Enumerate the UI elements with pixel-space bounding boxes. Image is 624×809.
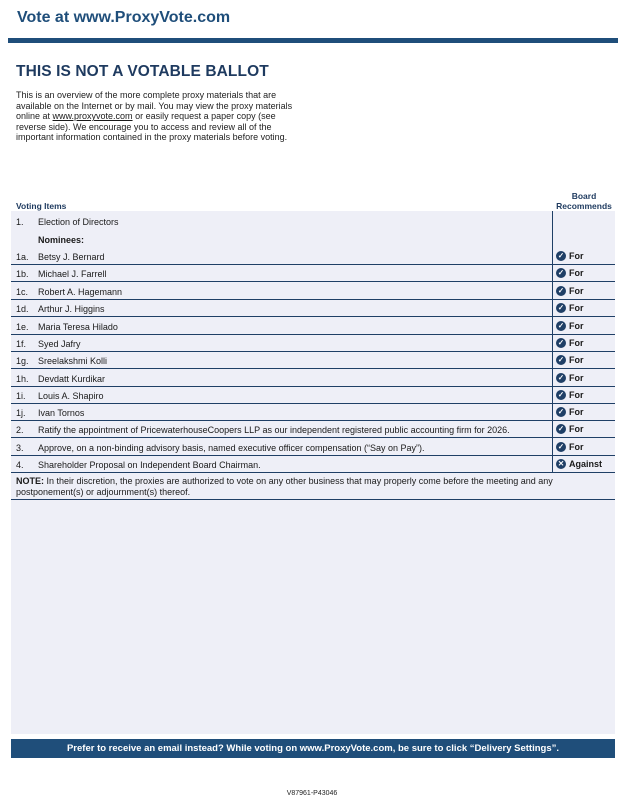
item-number: 1a. [16,252,29,262]
voting-item-row [11,404,615,421]
recommendation-label: For [569,390,584,400]
note-text: In their discretion, the proxies are authorized to vote on any other business that may properly come before the meeting and any postponement(s) or adjournment(s) thereof. [16,476,553,497]
notice-title: THIS IS NOT A VOTABLE BALLOT [16,63,269,80]
item-number: 1. [16,217,24,227]
item-text: Arthur J. Higgins [38,304,105,314]
board-recommendation [556,424,584,434]
item-text: Syed Jafry [38,339,81,349]
voting-item-row [11,439,615,456]
board-recommendation [556,338,584,348]
header-title: Vote at www.ProxyVote.com [17,9,231,26]
board-recommendation [556,303,584,313]
board-header-line2: Recommends [556,200,612,211]
item-text: Robert A. Hagemann [38,287,123,297]
recommendation-label: For [569,251,584,261]
voting-item-row [11,300,615,317]
item-text: Shareholder Proposal on Independent Board Chairman. [38,460,261,470]
item-text: Michael J. Farrell [38,269,107,279]
item-text: Nominees: [38,235,85,245]
check-circle-icon: ✓ [557,390,565,399]
board-header-line1: Board [571,191,597,201]
note-divider [11,499,615,500]
item-number: 1i. [16,391,26,401]
check-circle-icon: ✓ [557,321,565,330]
board-recommendation [556,442,584,452]
item-text: Ivan Tornos [38,408,85,418]
item-text: Betsy J. Bernard [38,252,105,262]
board-recommendation [556,251,584,261]
check-circle-icon: ✓ [557,303,565,312]
item-number: 2. [16,425,24,435]
item-text: Louis A. Shapiro [38,391,104,401]
check-circle-icon: ✓ [557,355,565,364]
intro-paragraph [16,90,306,143]
board-recommendation [556,407,584,417]
recommendation-label: Against [569,459,603,469]
check-circle-icon: ✓ [557,338,565,347]
voting-item-row [11,248,615,265]
item-number: 1h. [16,374,29,384]
check-circle-icon: ✓ [557,251,565,260]
intro-text-end: or easily request a paper copy (see reverse side). We encourage you to access and review all of the important information contained in the proxy materials before voting. [16,111,288,143]
proxyvote-link[interactable]: www.proxyvote.com [52,111,133,122]
board-recommendation [556,355,584,365]
check-circle-icon: ✓ [557,373,565,382]
board-recommendation [556,459,602,469]
intro-text-start: This is an overview of the more complete proxy materials that are available on the Internet or by mail. You may view the proxy materials online at [16,90,293,122]
board-recommends-header [553,192,615,211]
check-circle-icon: ✓ [557,407,565,416]
check-circle-icon: ✓ [557,286,565,295]
x-circle-icon: ✕ [557,459,565,468]
item-number: 1d. [16,304,29,314]
voting-item-row [11,387,615,404]
recommendation-label: For [569,373,584,383]
email-delivery-banner: Prefer to receive an email instead? While voting on www.ProxyVote.com, be sure to click “Delivery Settings”. [11,739,615,758]
check-circle-icon: ✓ [557,442,565,451]
header-divider-bar [8,38,618,43]
recommendation-label: For [569,321,584,331]
voting-item-row [11,335,615,352]
check-circle-icon: ✓ [557,424,565,433]
item-number: 1f. [16,339,27,349]
voting-item-row [11,352,615,369]
recommendation-label: For [569,407,584,417]
voting-item-row [11,283,615,300]
item-number: 1c. [16,287,29,297]
item-number: 1e. [16,322,29,332]
board-recommendation [556,390,584,400]
item-text: Devdatt Kurdikar [38,374,106,384]
recommendation-label: For [569,286,584,296]
voting-item-row [11,213,615,230]
item-text: Approve, on a non-binding advisory basis, named executive officer compensation (“Say on Pay”). [38,443,425,453]
note-label: NOTE: [16,476,44,486]
check-circle-icon: ✓ [557,268,565,277]
board-recommendation [556,268,584,278]
voting-item-row [11,421,615,438]
item-text: Ratify the appointment of PricewaterhouseCoopers LLP as our independent registered public accounting firm for 2026. [38,425,510,435]
item-number: 4. [16,460,24,470]
voting-item-row [11,318,615,335]
item-text: Sreelakshmi Kolli [38,356,108,366]
voting-items-header: Voting Items [16,201,67,211]
recommendation-label: For [569,442,584,452]
voting-item-row [11,231,615,248]
board-recommendation [556,321,584,331]
recommendation-label: For [569,355,584,365]
recommendation-label: For [569,303,584,313]
item-number: 1g. [16,356,29,366]
board-recommendation [556,286,584,296]
item-text: Election of Directors [38,217,119,227]
item-number: 3. [16,443,24,453]
voting-item-row [11,370,615,387]
recommendation-label: For [569,424,584,434]
item-text: Maria Teresa Hilado [38,322,118,332]
voting-item-row [11,265,615,282]
item-number: 1b. [16,269,29,279]
recommendation-label: For [569,338,584,348]
note-paragraph [16,476,554,497]
recommendation-label: For [569,268,584,278]
voting-item-row [11,456,615,473]
board-recommendation [556,373,584,383]
item-number: 1j. [16,408,26,418]
document-code: V87961-P43046 [286,790,338,797]
